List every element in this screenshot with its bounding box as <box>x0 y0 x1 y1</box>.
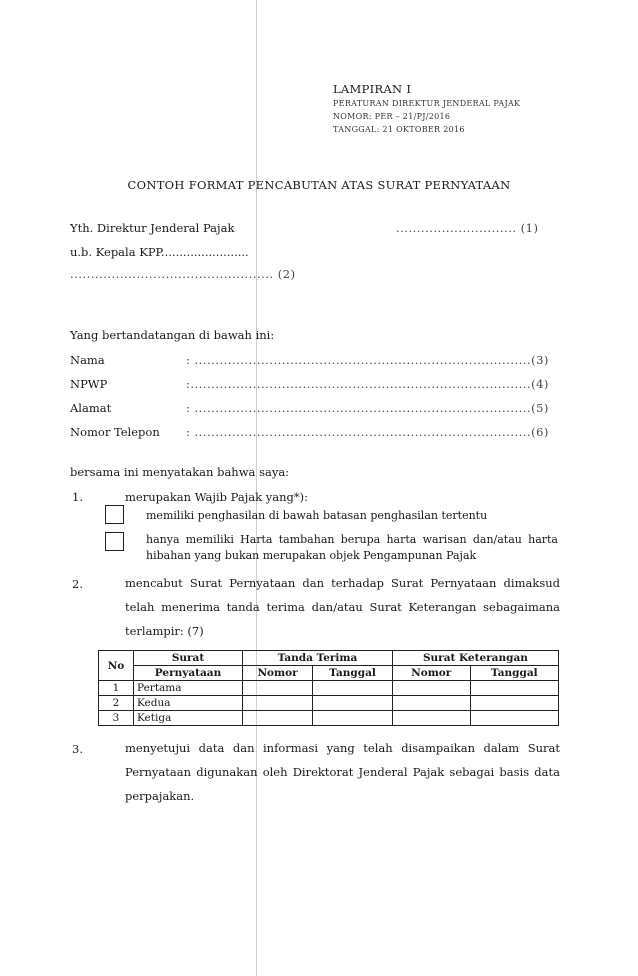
recipient-line-3: ................................................. (2) <box>70 267 296 281</box>
item-number: 2. <box>72 577 83 591</box>
table-row <box>99 711 559 726</box>
header-surat-keterangan: Surat Keterangan <box>392 651 558 666</box>
cell-empty <box>313 711 393 726</box>
statement-text: bersama ini menyatakan bahwa saya: <box>70 465 290 479</box>
intro-text: Yang bertandatangan di bawah ini: <box>70 328 275 342</box>
item-number: 1. <box>72 490 83 504</box>
field-label: Nama <box>70 353 105 367</box>
header-tanggal: Tanggal <box>470 666 558 681</box>
field-value: :..................................................................................(4) <box>186 377 549 391</box>
regulation-number: NOMOR: PER – 21/PJ/2016 <box>333 112 451 121</box>
option-checkbox[interactable] <box>105 505 124 524</box>
cell-empty <box>313 696 393 711</box>
cell-empty <box>470 696 558 711</box>
header-tanggal: Tanggal <box>313 666 393 681</box>
option-checkbox[interactable] <box>105 532 124 551</box>
field-value: : .................................................................................(3) <box>186 353 549 367</box>
row-name: Kedua <box>134 696 243 711</box>
cell-empty <box>392 711 470 726</box>
cell-empty <box>470 681 558 696</box>
cell-empty <box>392 696 470 711</box>
row-number: 3 <box>99 711 134 726</box>
row-name: Pertama <box>134 681 243 696</box>
item-text: menyetujui data dan informasi yang telah disampaikan dalam Surat Pernyataan digunakan oleh Direktorat Jenderal Pajak sebagai basis data perpajakan. <box>125 741 560 803</box>
header-tanda-terima: Tanda Terima <box>243 651 393 666</box>
cell-empty <box>243 696 313 711</box>
header-surat: Surat <box>134 651 243 666</box>
item-text: merupakan Wajib Pajak yang*): <box>125 490 309 504</box>
regulation-line: PERATURAN DIREKTUR JENDERAL PAJAK <box>333 99 521 108</box>
recipient-line-1: Yth. Direktur Jenderal Pajak <box>70 221 235 235</box>
page-fold-line <box>256 0 257 976</box>
cell-empty <box>392 681 470 696</box>
cell-empty <box>243 711 313 726</box>
cell-empty <box>470 711 558 726</box>
field-value: : .................................................................................(6) <box>186 425 549 439</box>
document-title: CONTOH FORMAT PENCABUTAN ATAS SURAT PERNYATAAN <box>127 178 511 192</box>
row-number: 1 <box>99 681 134 696</box>
field-label: Alamat <box>70 401 112 415</box>
attachment-table <box>98 650 559 726</box>
field-value: : .................................................................................(5) <box>186 401 549 415</box>
table-row <box>99 681 559 696</box>
recipient-line-2: u.b. Kepala KPP........................ <box>70 245 249 259</box>
field-label: NPWP <box>70 377 108 391</box>
item-number: 3. <box>72 742 83 756</box>
row-name: Ketiga <box>134 711 243 726</box>
table-row <box>99 696 559 711</box>
place-date-field: ............................. (1) <box>396 221 539 235</box>
header-pernyataan: Pernyataan <box>134 666 243 681</box>
header-nomor: Nomor <box>243 666 313 681</box>
header-no: No <box>99 651 134 681</box>
row-number: 2 <box>99 696 134 711</box>
lampiran-title: LAMPIRAN I <box>333 82 412 96</box>
regulation-date: TANGGAL: 21 OKTOBER 2016 <box>333 125 465 134</box>
field-label: Nomor Telepon <box>70 425 160 439</box>
option-label: hanya memiliki Harta tambahan berupa harta warisan dan/atau harta hibahan yang bukan merupakan objek Pengampunan Pajak <box>146 533 558 562</box>
option-label: memiliki penghasilan di bawah batasan penghasilan tertentu <box>146 509 488 522</box>
header-nomor: Nomor <box>392 666 470 681</box>
item-text: mencabut Surat Pernyataan dan terhadap Surat Pernyataan dimaksud telah menerima tanda terima dan/atau Surat Keterangan sebagaimana terlampir: (7) <box>125 576 560 638</box>
cell-empty <box>243 681 313 696</box>
cell-empty <box>313 681 393 696</box>
